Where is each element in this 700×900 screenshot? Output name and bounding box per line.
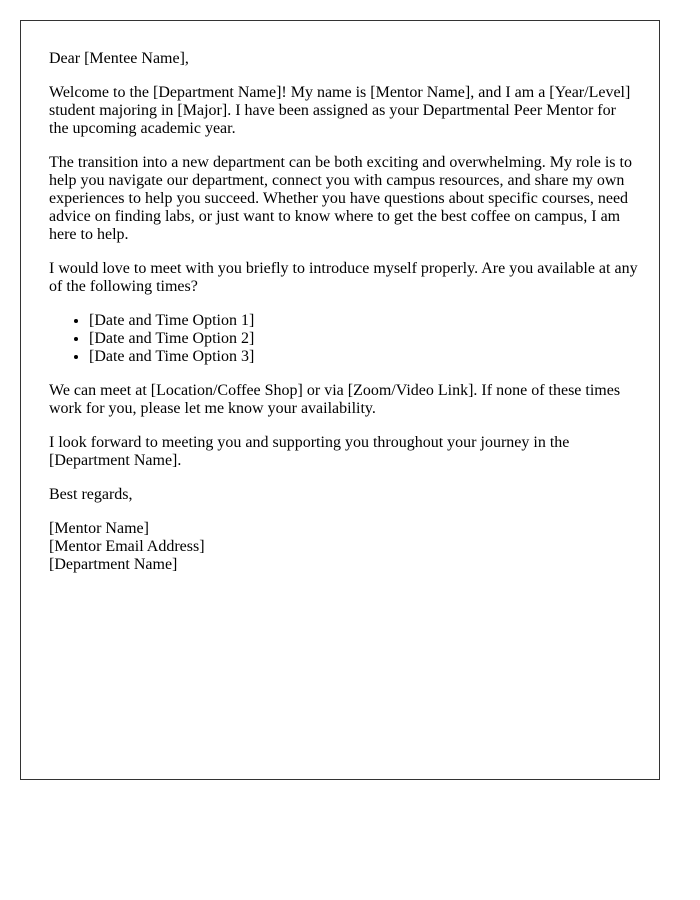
letter-paragraph-welcome: Welcome to the [Department Name]! My name is [Mentor Name], and I am a [Year/Level] student majoring in [Major]. I have been assigned as your Departmental Peer Mentor for the upcoming academic year. xyxy=(49,84,631,137)
letter-paragraph-closing-note: I look forward to meeting you and supporting you throughout your journey in the [Department Name]. xyxy=(49,434,570,469)
letter-paragraph-meeting-request: I would love to meet with you briefly to introduce myself properly. Are you available at any of the following times? xyxy=(49,260,638,295)
letter-paragraph-location: We can meet at [Location/Coffee Shop] or via [Zoom/Video Link]. If none of these times work for you, please let me know your availability. xyxy=(49,382,621,417)
time-options-list xyxy=(49,312,639,366)
time-option-item: • [Date and Time Option 1] xyxy=(89,312,639,330)
letter-page xyxy=(20,20,660,780)
signature-block xyxy=(49,520,639,574)
letter-paragraph-role: The transition into a new department can be both exciting and overwhelming. My role is to help you navigate our department, connect you with campus resources, and share my own experiences to help you succeed. Whether you have questions about specific courses, need advice on finding labs, or just want to know where to get the best coffee on campus, I am here to help. xyxy=(49,154,632,243)
signature-department: [Department Name] xyxy=(49,556,178,573)
letter-closing: Best regards, xyxy=(49,486,133,503)
signature-name: [Mentor Name] xyxy=(49,520,149,537)
signature-email: [Mentor Email Address] xyxy=(49,538,205,555)
letter-greeting: Dear [Mentee Name], xyxy=(49,50,189,67)
time-option-item: • [Date and Time Option 3] xyxy=(89,348,639,366)
time-option-item: • [Date and Time Option 2] xyxy=(89,330,639,348)
